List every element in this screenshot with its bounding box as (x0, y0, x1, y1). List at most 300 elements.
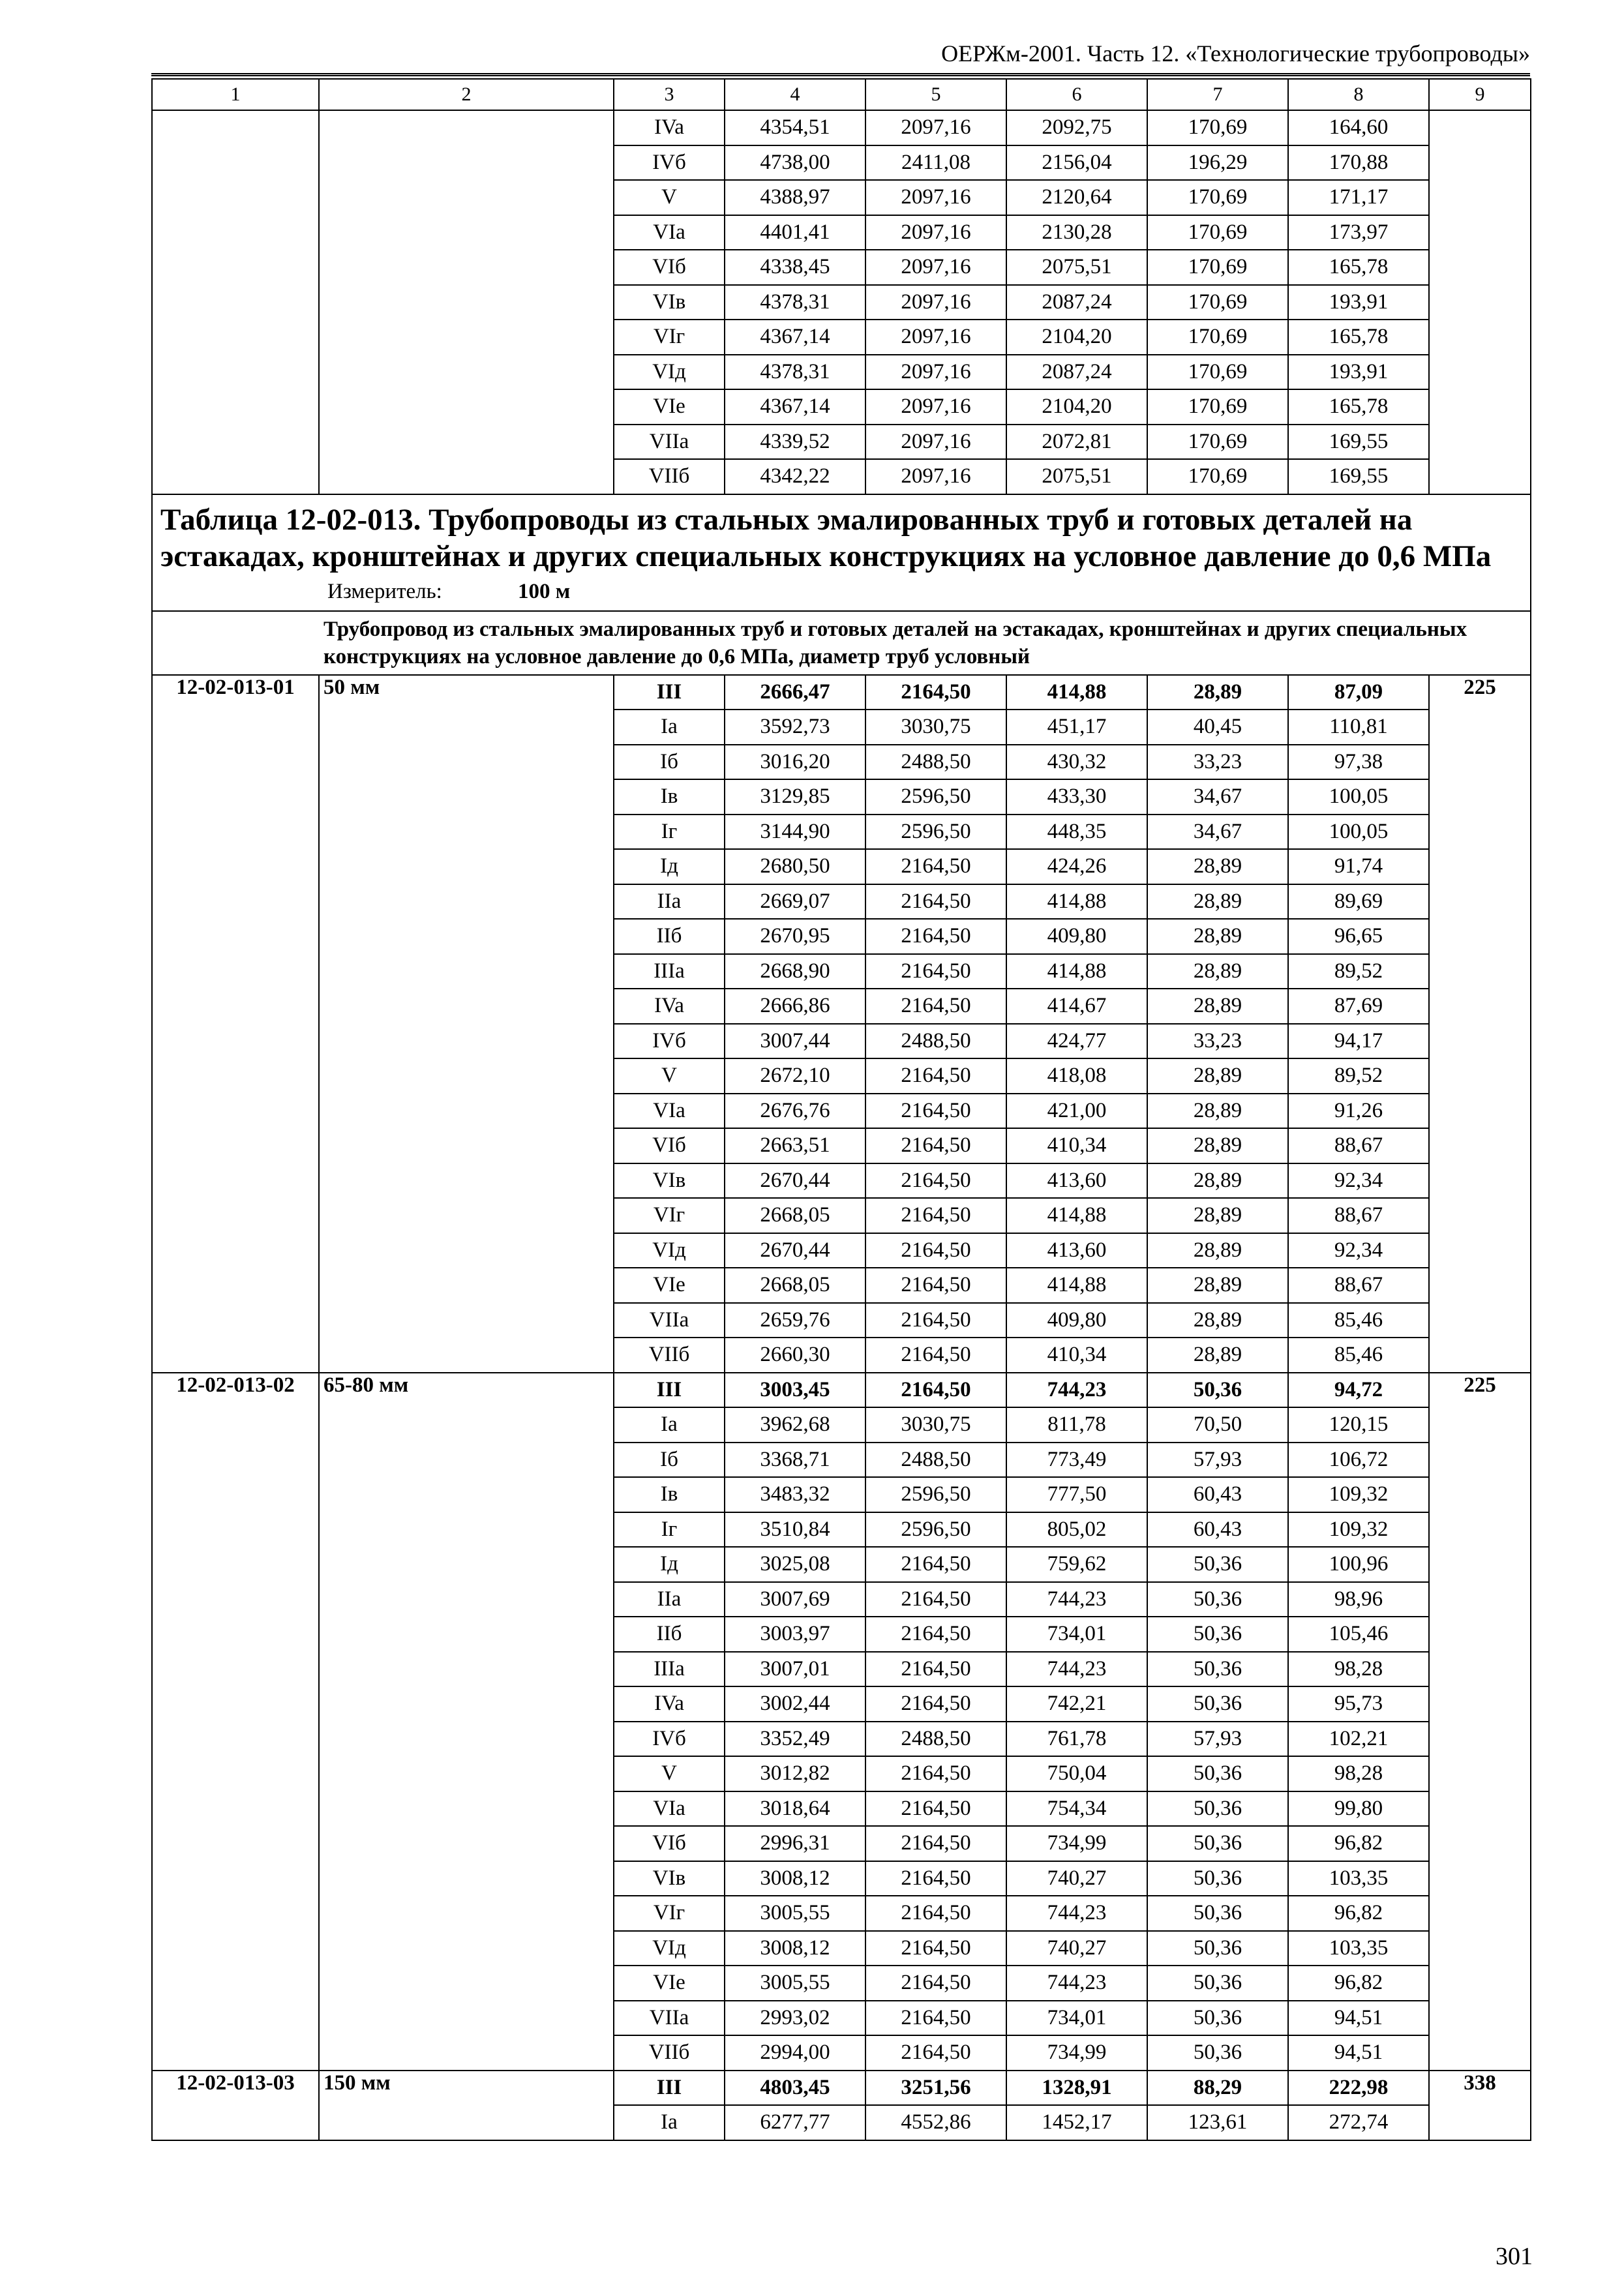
entry-unit-value: 225 (1429, 1373, 1531, 2071)
table-cell: 414,88 (1006, 954, 1147, 989)
table-cell: III (614, 2071, 725, 2106)
table-cell: VIa (614, 1791, 725, 1827)
table-cell: 50,36 (1147, 1861, 1288, 1896)
table-cell: 424,77 (1006, 1024, 1147, 1059)
table-cell: VIб (614, 250, 725, 285)
table-cell: 28,89 (1147, 675, 1288, 710)
table-cell: 3025,08 (725, 1547, 865, 1582)
table-cell: Iб (614, 745, 725, 780)
table-cell: 414,67 (1006, 989, 1147, 1024)
column-number-row (152, 79, 1531, 110)
empty-diameter-cell (319, 425, 614, 460)
table-cell: 734,01 (1006, 2001, 1147, 2036)
empty-diameter-cell (319, 389, 614, 425)
table-cell: 1328,91 (1006, 2071, 1147, 2106)
empty-code-cell (152, 320, 319, 355)
table-cell: 2087,24 (1006, 285, 1147, 320)
table-row (152, 250, 1531, 285)
table-cell: 85,46 (1288, 1303, 1429, 1338)
table-cell: VIIб (614, 2035, 725, 2071)
table-cell: 2097,16 (865, 355, 1006, 390)
table-cell: 3030,75 (865, 1407, 1006, 1443)
table-cell: IVб (614, 145, 725, 181)
table-cell: 3007,01 (725, 1652, 865, 1687)
table-cell: 413,60 (1006, 1233, 1147, 1268)
table-cell: 4354,51 (725, 110, 865, 145)
table-cell: 2104,20 (1006, 320, 1147, 355)
table-cell: Iб (614, 1443, 725, 1478)
table-cell: 2164,50 (865, 1128, 1006, 1163)
table-cell: 2668,05 (725, 1198, 865, 1233)
table-cell: 3129,85 (725, 779, 865, 815)
table-cell: 2164,50 (865, 675, 1006, 710)
table-row (152, 145, 1531, 181)
table-cell: 414,88 (1006, 1268, 1147, 1303)
table-cell: 110,81 (1288, 710, 1429, 745)
table-cell: VIIa (614, 1303, 725, 1338)
table-cell: 94,51 (1288, 2035, 1429, 2071)
table-cell: 3005,55 (725, 1966, 865, 2001)
empty-code-cell (152, 355, 319, 390)
table-cell: 1452,17 (1006, 2105, 1147, 2140)
table-cell: 4378,31 (725, 355, 865, 390)
table-cell: 94,72 (1288, 1373, 1429, 1408)
table-cell: 28,89 (1147, 919, 1288, 954)
table-cell: 2596,50 (865, 1477, 1006, 1512)
subheading: Трубопровод из стальных эмалированных труб и готовых деталей на эстакадах, кронштейнах и других специальных конструкциях на условное давление до 0,6 МПа, диаметр труб условный (152, 611, 1531, 675)
table-cell: 28,89 (1147, 989, 1288, 1024)
empty-unit-cell (1429, 355, 1531, 390)
table-cell: VIд (614, 1931, 725, 1966)
table-cell: 3018,64 (725, 1791, 865, 1827)
table-cell: 424,26 (1006, 849, 1147, 884)
table-cell: 50,36 (1147, 2001, 1288, 2036)
table-cell: 50,36 (1147, 1617, 1288, 1652)
table-cell: 94,17 (1288, 1024, 1429, 1059)
table-cell: V (614, 1058, 725, 1094)
table-cell: 88,29 (1147, 2071, 1288, 2106)
table-cell: 2488,50 (865, 745, 1006, 780)
table-cell: 811,78 (1006, 1407, 1147, 1443)
table-cell: VIд (614, 1233, 725, 1268)
table-cell: 28,89 (1147, 1268, 1288, 1303)
table-cell: 34,67 (1147, 779, 1288, 815)
table-cell: 164,60 (1288, 110, 1429, 145)
table-cell: 4338,45 (725, 250, 865, 285)
table-cell: 2164,50 (865, 919, 1006, 954)
table-cell: 4342,22 (725, 459, 865, 494)
table-cell: 2488,50 (865, 1722, 1006, 1757)
table-cell: 70,50 (1147, 1407, 1288, 1443)
table-cell: 222,98 (1288, 2071, 1429, 2106)
table-cell: 60,43 (1147, 1512, 1288, 1548)
table-cell: 2164,50 (865, 2001, 1006, 2036)
table-cell: 50,36 (1147, 1547, 1288, 1582)
table-cell: 3003,97 (725, 1617, 865, 1652)
table-cell: VIг (614, 1198, 725, 1233)
table-cell: 2164,50 (865, 1338, 1006, 1373)
table-cell: 744,23 (1006, 1966, 1147, 2001)
table-cell: 4738,00 (725, 145, 865, 181)
empty-unit-cell (1429, 459, 1531, 494)
table-cell: 2164,50 (865, 1094, 1006, 1129)
table-cell: 3144,90 (725, 815, 865, 850)
table-cell: 88,67 (1288, 1198, 1429, 1233)
table-cell: 50,36 (1147, 1652, 1288, 1687)
table-cell: 2164,50 (865, 1686, 1006, 1722)
table-cell: 60,43 (1147, 1477, 1288, 1512)
empty-code-cell (152, 250, 319, 285)
table-cell: VIв (614, 1163, 725, 1199)
page-number: 301 (1496, 2243, 1533, 2270)
table-cell: 2164,50 (865, 1756, 1006, 1791)
table-cell: 805,02 (1006, 1512, 1147, 1548)
table-cell: V (614, 1756, 725, 1791)
table-cell: VIa (614, 215, 725, 250)
table-cell: 3008,12 (725, 1931, 865, 1966)
table-cell: 2596,50 (865, 779, 1006, 815)
table-cell: 50,36 (1147, 1966, 1288, 2001)
table-row (152, 285, 1531, 320)
table-cell: 2075,51 (1006, 250, 1147, 285)
column-number: 8 (1288, 79, 1429, 110)
table-cell: 2488,50 (865, 1443, 1006, 1478)
table-cell: 414,88 (1006, 884, 1147, 920)
table-cell: 28,89 (1147, 954, 1288, 989)
table-row (152, 355, 1531, 390)
table-cell: 50,36 (1147, 1373, 1288, 1408)
table-cell: 2411,08 (865, 145, 1006, 181)
empty-diameter-cell (319, 110, 614, 145)
table-cell: IIIa (614, 954, 725, 989)
table-cell: 2663,51 (725, 1128, 865, 1163)
table-cell: IVa (614, 110, 725, 145)
table-cell: 50,36 (1147, 1826, 1288, 1861)
table-cell: 2075,51 (1006, 459, 1147, 494)
table-row (152, 459, 1531, 494)
table-cell: 3030,75 (865, 710, 1006, 745)
table-cell: 109,32 (1288, 1477, 1429, 1512)
table-title-row (152, 494, 1531, 611)
table-cell: 28,89 (1147, 849, 1288, 884)
table-cell: 409,80 (1006, 1303, 1147, 1338)
table-cell: VIв (614, 1861, 725, 1896)
table-cell: 2666,86 (725, 989, 865, 1024)
table-cell: 2659,76 (725, 1303, 865, 1338)
table-cell: 2164,50 (865, 1896, 1006, 1931)
empty-unit-cell (1429, 425, 1531, 460)
table-cell: 413,60 (1006, 1163, 1147, 1199)
table-cell: 2156,04 (1006, 145, 1147, 181)
table-cell: 28,89 (1147, 1303, 1288, 1338)
table-cell: 448,35 (1006, 815, 1147, 850)
empty-code-cell (152, 459, 319, 494)
table-cell: VIв (614, 285, 725, 320)
table-row (152, 425, 1531, 460)
table-cell: IVa (614, 989, 725, 1024)
empty-diameter-cell (319, 355, 614, 390)
table-cell: 4367,14 (725, 389, 865, 425)
table-cell: 777,50 (1006, 1477, 1147, 1512)
table-cell: VIг (614, 1896, 725, 1931)
table-cell: 89,69 (1288, 884, 1429, 920)
table-cell: IVб (614, 1722, 725, 1757)
empty-diameter-cell (319, 250, 614, 285)
table-cell: 3002,44 (725, 1686, 865, 1722)
table-cell: 99,80 (1288, 1791, 1429, 1827)
table-cell: 2993,02 (725, 2001, 865, 2036)
price-table (151, 78, 1531, 2141)
table-cell: VIг (614, 320, 725, 355)
table-cell: 28,89 (1147, 1233, 1288, 1268)
table-cell: 2164,50 (865, 1826, 1006, 1861)
empty-diameter-cell (319, 320, 614, 355)
table-cell: 28,89 (1147, 884, 1288, 920)
table-cell: 28,89 (1147, 1338, 1288, 1373)
table-cell: IIa (614, 1582, 725, 1617)
empty-unit-cell (1429, 320, 1531, 355)
table-cell: 171,17 (1288, 180, 1429, 215)
table-cell: Ia (614, 710, 725, 745)
empty-code-cell (152, 145, 319, 181)
table-cell: 170,69 (1147, 250, 1288, 285)
table-cell: IVб (614, 1024, 725, 1059)
table-cell: 28,89 (1147, 1094, 1288, 1129)
table-cell: 2130,28 (1006, 215, 1147, 250)
table-cell: 2596,50 (865, 1512, 1006, 1548)
table-cell: 33,23 (1147, 1024, 1288, 1059)
table-cell: Iв (614, 1477, 725, 1512)
table-cell: 2087,24 (1006, 355, 1147, 390)
table-cell: VIe (614, 1268, 725, 1303)
table-cell: 2164,50 (865, 1233, 1006, 1268)
table-cell: 744,23 (1006, 1373, 1147, 1408)
table-cell: 91,74 (1288, 849, 1429, 884)
table-cell: 96,82 (1288, 1966, 1429, 2001)
table-cell: 94,51 (1288, 2001, 1429, 2036)
column-number: 6 (1006, 79, 1147, 110)
column-number: 3 (614, 79, 725, 110)
table-cell: 165,78 (1288, 320, 1429, 355)
table-cell: 50,36 (1147, 1756, 1288, 1791)
column-number: 7 (1147, 79, 1288, 110)
table-cell: 98,28 (1288, 1756, 1429, 1791)
table-title-cell (152, 494, 1531, 611)
table-cell: 421,00 (1006, 1094, 1147, 1129)
table-cell: 451,17 (1006, 710, 1147, 745)
table-cell: 28,89 (1147, 1128, 1288, 1163)
table-cell: 2072,81 (1006, 425, 1147, 460)
table-cell: 2097,16 (865, 215, 1006, 250)
table-cell: 2670,44 (725, 1233, 865, 1268)
table-cell: 2164,50 (865, 1652, 1006, 1687)
empty-code-cell (152, 215, 319, 250)
empty-unit-cell (1429, 285, 1531, 320)
table-cell: 2164,50 (865, 1861, 1006, 1896)
table-cell: V (614, 180, 725, 215)
table-cell: 4552,86 (865, 2105, 1006, 2140)
table-cell: 272,74 (1288, 2105, 1429, 2140)
table-cell: 2097,16 (865, 250, 1006, 285)
table-cell: 2668,90 (725, 954, 865, 989)
table-cell: 3251,56 (865, 2071, 1006, 2106)
table-cell: 96,82 (1288, 1826, 1429, 1861)
table-cell: VIб (614, 1128, 725, 1163)
table-cell: 2164,50 (865, 1966, 1006, 2001)
table-cell: 89,52 (1288, 954, 1429, 989)
table-cell: 2670,95 (725, 919, 865, 954)
table-cell: 2666,47 (725, 675, 865, 710)
table-cell: 33,23 (1147, 745, 1288, 780)
table-cell: 3007,44 (725, 1024, 865, 1059)
entry-code: 12-02-013-03 (152, 2071, 319, 2140)
entry-diameter: 65-80 мм (319, 1373, 614, 2071)
table-cell: 170,69 (1147, 425, 1288, 460)
table-cell: VIб (614, 1826, 725, 1861)
table-cell: 742,21 (1006, 1686, 1147, 1722)
table-cell: 2164,50 (865, 1582, 1006, 1617)
table-cell: 170,69 (1147, 285, 1288, 320)
table-cell: 50,36 (1147, 1582, 1288, 1617)
table-cell: 2488,50 (865, 1024, 1006, 1059)
table-cell: 170,69 (1147, 459, 1288, 494)
table-cell: 2164,50 (865, 1547, 1006, 1582)
table-cell: 418,08 (1006, 1058, 1147, 1094)
table-cell: 2120,64 (1006, 180, 1147, 215)
empty-unit-cell (1429, 250, 1531, 285)
page-header: ОЕРЖм-2001. Часть 12. «Технологические трубопроводы» (151, 38, 1530, 76)
table-cell: 2164,50 (865, 884, 1006, 920)
table-cell: 734,99 (1006, 1826, 1147, 1861)
table-cell: 2164,50 (865, 1058, 1006, 1094)
table-cell: 50,36 (1147, 1931, 1288, 1966)
table-cell: 170,69 (1147, 110, 1288, 145)
table-cell: 196,29 (1147, 145, 1288, 181)
table-cell: 3510,84 (725, 1512, 865, 1548)
table-cell: 2097,16 (865, 285, 1006, 320)
empty-unit-cell (1429, 215, 1531, 250)
table-row (152, 389, 1531, 425)
table-cell: VIIa (614, 2001, 725, 2036)
table-cell: 744,23 (1006, 1896, 1147, 1931)
table-cell: 433,30 (1006, 779, 1147, 815)
table-cell: VIIб (614, 1338, 725, 1373)
table-row (152, 320, 1531, 355)
table-cell: IVa (614, 1686, 725, 1722)
entry-unit-value: 338 (1429, 2071, 1531, 2140)
table-cell: 734,01 (1006, 1617, 1147, 1652)
entry-unit-value: 225 (1429, 675, 1531, 1373)
table-cell: VIe (614, 389, 725, 425)
table-cell: 50,36 (1147, 1686, 1288, 1722)
table-cell: 2164,50 (865, 1931, 1006, 1966)
table-row (152, 110, 1531, 145)
table-cell: VIIб (614, 459, 725, 494)
table-cell: 50,36 (1147, 2035, 1288, 2071)
table-cell: 173,97 (1288, 215, 1429, 250)
empty-unit-cell (1429, 145, 1531, 181)
table-cell: 2097,16 (865, 459, 1006, 494)
table-cell: 2672,10 (725, 1058, 865, 1094)
table-cell: Ia (614, 1407, 725, 1443)
table-cell: 409,80 (1006, 919, 1147, 954)
table-cell: 120,15 (1288, 1407, 1429, 1443)
table-cell: 2164,50 (865, 849, 1006, 884)
table-cell: 88,67 (1288, 1268, 1429, 1303)
column-number: 5 (865, 79, 1006, 110)
table-cell: 98,96 (1288, 1582, 1429, 1617)
table-cell: 754,34 (1006, 1791, 1147, 1827)
table-cell: 165,78 (1288, 250, 1429, 285)
empty-diameter-cell (319, 215, 614, 250)
entry-code: 12-02-013-01 (152, 675, 319, 1373)
table-cell: 4803,45 (725, 2071, 865, 2106)
table-row (152, 180, 1531, 215)
table-cell: 740,27 (1006, 1931, 1147, 1966)
empty-code-cell (152, 285, 319, 320)
empty-unit-cell (1429, 180, 1531, 215)
table-cell: 2164,50 (865, 1791, 1006, 1827)
table-cell: 98,28 (1288, 1652, 1429, 1687)
empty-unit-cell (1429, 389, 1531, 425)
table-cell: 759,62 (1006, 1547, 1147, 1582)
table-cell: 106,72 (1288, 1443, 1429, 1478)
table-cell: 2680,50 (725, 849, 865, 884)
empty-diameter-cell (319, 285, 614, 320)
table-cell: 96,65 (1288, 919, 1429, 954)
table-cell: 2669,07 (725, 884, 865, 920)
column-number: 1 (152, 79, 319, 110)
table-cell: 92,34 (1288, 1233, 1429, 1268)
table-cell: 744,23 (1006, 1582, 1147, 1617)
table-cell: 3008,12 (725, 1861, 865, 1896)
table-cell: 4401,41 (725, 215, 865, 250)
table-cell: 2596,50 (865, 815, 1006, 850)
table-cell: 2676,76 (725, 1094, 865, 1129)
empty-code-cell (152, 389, 319, 425)
table-cell: 28,89 (1147, 1163, 1288, 1199)
table-cell: 3005,55 (725, 1896, 865, 1931)
subheading-row (152, 611, 1531, 675)
table-cell: 34,67 (1147, 815, 1288, 850)
table-cell: 4367,14 (725, 320, 865, 355)
table-cell: 193,91 (1288, 285, 1429, 320)
table-cell: 744,23 (1006, 1652, 1147, 1687)
table-cell: 170,69 (1147, 320, 1288, 355)
table-cell: 2994,00 (725, 2035, 865, 2071)
empty-diameter-cell (319, 180, 614, 215)
table-cell: 740,27 (1006, 1861, 1147, 1896)
table-cell: 410,34 (1006, 1338, 1147, 1373)
table-row (152, 675, 1531, 710)
table-cell: 2164,50 (865, 2035, 1006, 2071)
table-cell: 430,32 (1006, 745, 1147, 780)
table-cell: 2097,16 (865, 180, 1006, 215)
table-cell: 96,82 (1288, 1896, 1429, 1931)
table-cell: 170,69 (1147, 180, 1288, 215)
table-row (152, 215, 1531, 250)
table-cell: 2670,44 (725, 1163, 865, 1199)
table-cell: 2164,50 (865, 1303, 1006, 1338)
table-cell: 3962,68 (725, 1407, 865, 1443)
table-cell: 2164,50 (865, 1198, 1006, 1233)
empty-code-cell (152, 180, 319, 215)
table-cell: 87,09 (1288, 675, 1429, 710)
table-row (152, 1373, 1531, 1408)
table-cell: 2164,50 (865, 989, 1006, 1024)
table-cell: 3352,49 (725, 1722, 865, 1757)
table-cell: 165,78 (1288, 389, 1429, 425)
